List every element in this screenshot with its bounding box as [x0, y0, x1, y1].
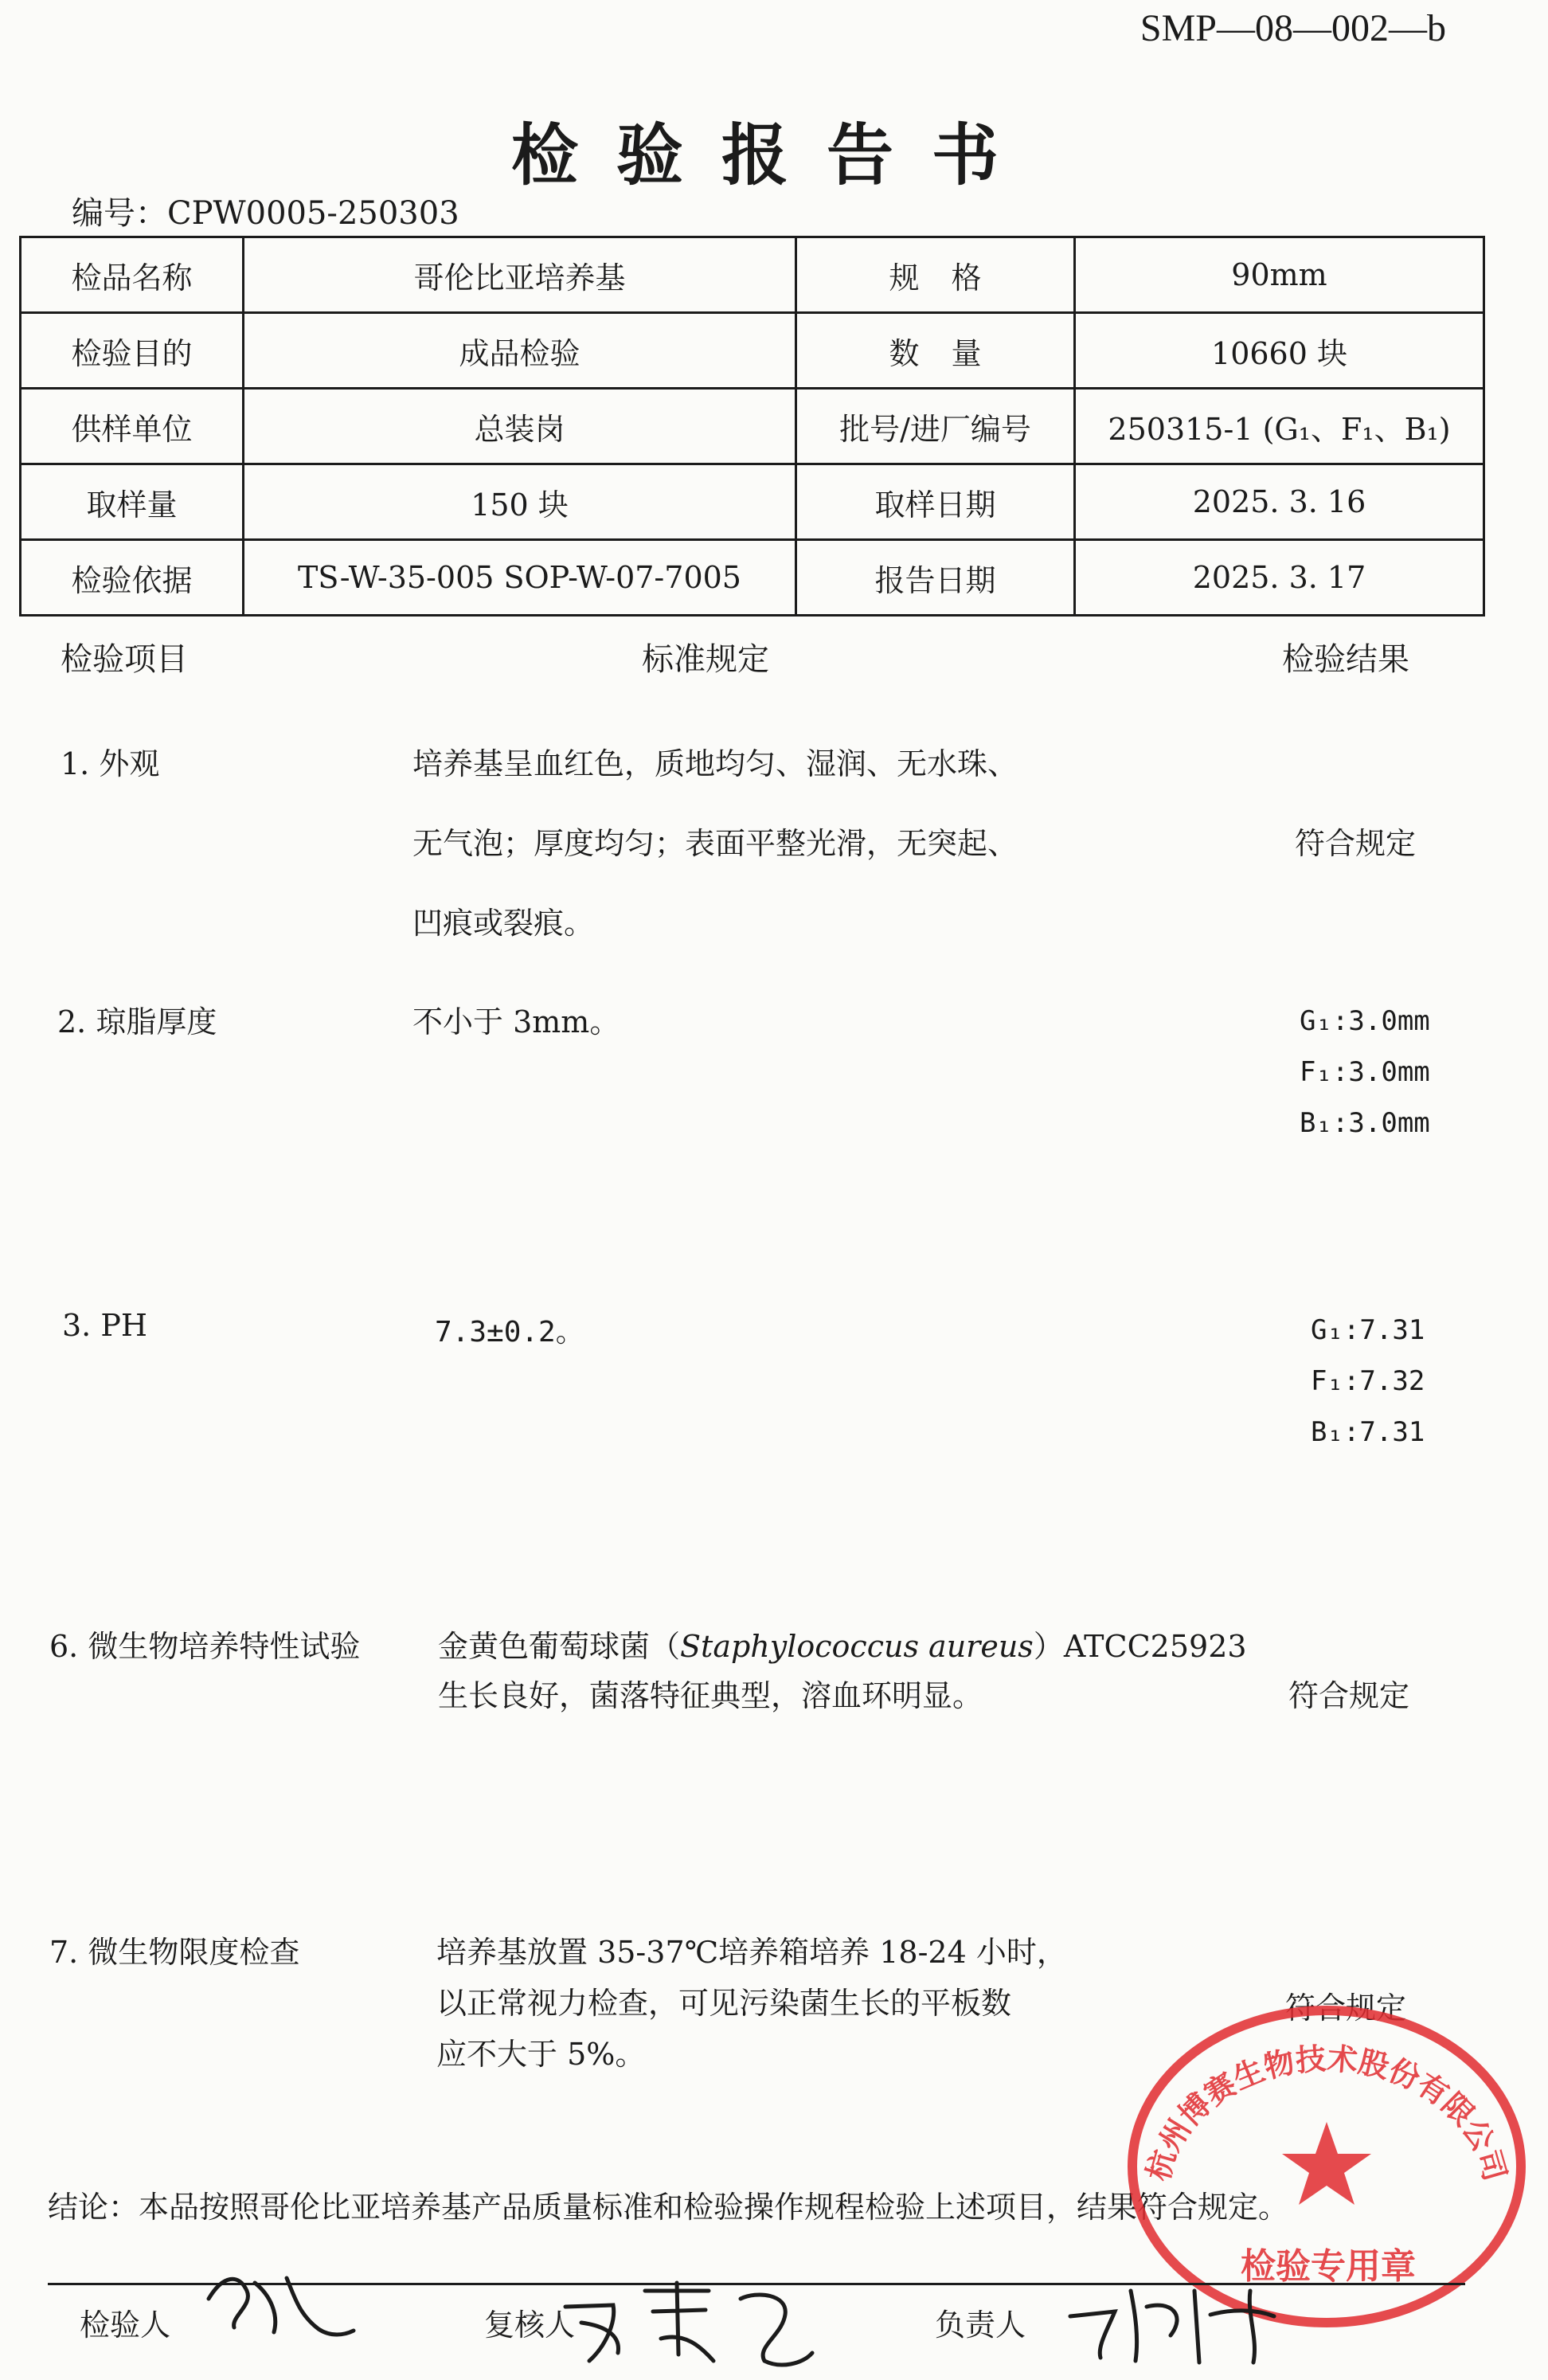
report-date-value: 2025. 3. 17: [1075, 540, 1484, 616]
reviewer-label: 复核人: [484, 2308, 576, 2343]
report-number: 编号：CPW0005-250303: [72, 195, 459, 232]
result-value: G₁:3.0mm: [1300, 1005, 1430, 1037]
sample-info-table: [19, 236, 1485, 617]
table-row: [21, 540, 1484, 616]
sample-date-label: 取样日期: [796, 464, 1075, 540]
spec-value: 90mm: [1075, 237, 1484, 313]
manager-signature: [1059, 2259, 1298, 2370]
table-row: [21, 237, 1484, 313]
standard-line: 培养基放置 35-37℃培养箱培养 18-24 小时，: [436, 1935, 1067, 1970]
quantity-label: 数量: [796, 313, 1075, 389]
sample-date-value: 2025. 3. 16: [1075, 464, 1484, 540]
basis-label: 检验依据: [21, 540, 244, 616]
conclusion: 结论：本品按照哥伦比亚培养基产品质量标准和检验操作规程检验上述项目，结果符合规定。: [48, 2190, 1289, 2225]
sample-name-label: 检品名称: [21, 237, 244, 313]
standard-line: 凹痕或裂痕。: [412, 906, 595, 941]
purpose-label: 检验目的: [21, 313, 244, 389]
standard-text: 不小于 3mm。: [412, 1004, 620, 1039]
standard-line: 以正常视力检查，可见污染菌生长的平板数: [436, 1986, 1012, 2021]
inspector-signature: [199, 2259, 358, 2347]
item-name: 1. 外观: [61, 746, 160, 781]
sample-qty-value: 150 块: [244, 464, 796, 540]
standard-line: 应不大于 5%。: [436, 2037, 646, 2072]
standard-line: 无气泡；厚度均匀；表面平整光滑，无突起、: [412, 826, 1018, 861]
document-code: SMP—08—002—b: [1140, 7, 1446, 49]
batch-value: 250315-1 (G₁、F₁、B₁): [1075, 389, 1484, 464]
result-value: B₁:7.31: [1311, 1416, 1425, 1448]
column-header-standard: 标准规定: [642, 641, 769, 678]
batch-label: 批号/进厂编号: [796, 389, 1075, 464]
item-name: 2. 琼脂厚度: [57, 1004, 217, 1039]
standard-prefix: 金黄色葡萄球菌（: [438, 1629, 681, 1664]
reviewer-signature: [549, 2259, 820, 2370]
purpose-value: 成品检验: [244, 313, 796, 389]
supplier-value: 总装岗: [244, 389, 796, 464]
result-value: G₁:7.31: [1311, 1314, 1425, 1346]
seal-star-icon: [1282, 2122, 1371, 2205]
result-value: 符合规定: [1288, 1678, 1410, 1713]
table-row: [21, 313, 1484, 389]
inspector-label: 检验人: [80, 2308, 171, 2343]
species-name: Staphylococcus aureus: [680, 1629, 1034, 1664]
supplier-label: 供样单位: [21, 389, 244, 464]
column-header-result: 检验结果: [1282, 641, 1409, 678]
sample-qty-label: 取样量: [21, 464, 244, 540]
result-value: 符合规定: [1295, 826, 1417, 861]
quantity-value: 10660 块: [1075, 313, 1484, 389]
result-value: 符合规定: [1285, 1991, 1407, 2026]
sample-name-value: 哥伦比亚培养基: [244, 237, 796, 313]
column-header-item: 检验项目: [61, 641, 188, 678]
page-title: 检验报告书: [510, 115, 1037, 194]
result-value: F₁:7.32: [1311, 1365, 1425, 1397]
standard-suffix: ）ATCC25923: [1033, 1629, 1247, 1664]
seal-purpose-text: 检验专用章: [1241, 2246, 1416, 2287]
report-date-label: 报告日期: [796, 540, 1075, 616]
standard-line: 生长良好，菌落特征典型，溶血环明显。: [438, 1678, 983, 1713]
result-value: F₁:3.0mm: [1300, 1056, 1430, 1088]
result-value: B₁:3.0mm: [1300, 1107, 1430, 1139]
table-row: [21, 464, 1484, 540]
standard-line: [438, 1622, 1247, 1666]
item-name: 7. 微生物限度检查: [49, 1935, 300, 1970]
standard-line: 培养基呈血红色，质地均匀、湿润、无水珠、: [412, 746, 1018, 781]
basis-value: TS-W-35-005 SOP-W-07-7005: [244, 540, 796, 616]
seal-company-text: 杭州博赛生物技术股份有限公司: [1140, 2041, 1513, 2185]
standard-text: 7.3±0.2。: [435, 1316, 584, 1349]
item-name: 6. 微生物培养特性试验: [49, 1629, 361, 1664]
item-name: 3. PH: [62, 1308, 148, 1343]
spec-label: 规格: [796, 237, 1075, 313]
table-row: [21, 389, 1484, 464]
manager-label: 负责人: [935, 2308, 1026, 2343]
